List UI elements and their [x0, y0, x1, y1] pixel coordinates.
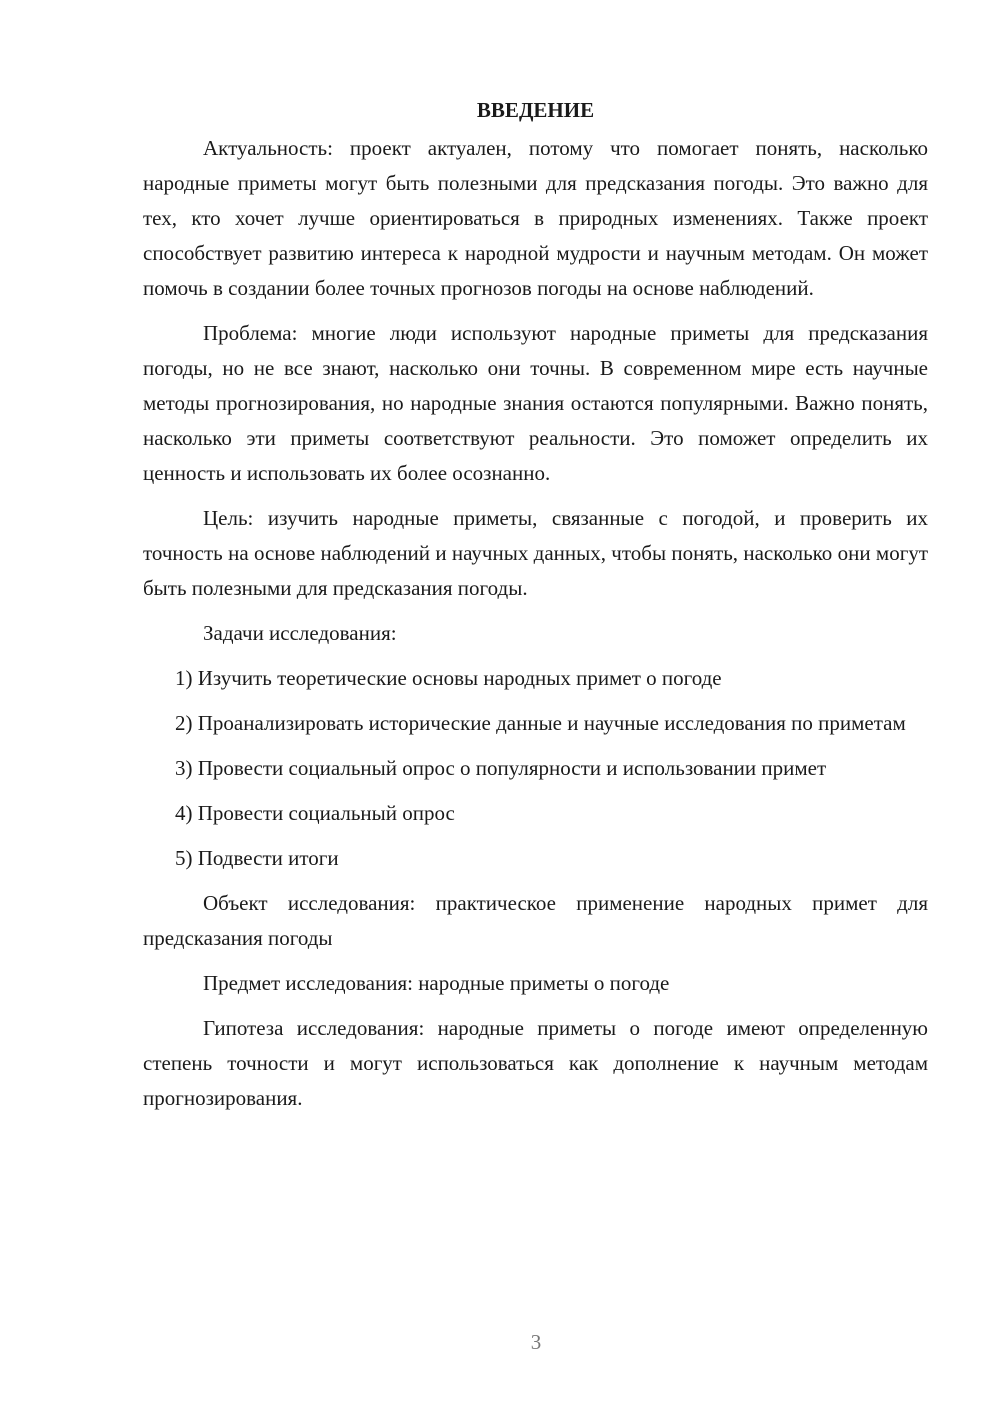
task-item: 2) Проанализировать исторические данные и научные исследования по приметам — [175, 711, 906, 735]
task-item: 1) Изучить теоретические основы народных примет о погоде — [175, 666, 722, 690]
tasks-heading: Задачи исследования: — [203, 621, 397, 645]
relevance-paragraph: Актуальность: проект актуален, потому что помогает понять, насколько народные приметы могут быть полезными для предсказания погоды. Это важно для тех, кто хочет лучше ориентироваться в природных изменениях. Также проект способствует развитию интереса к народной мудрости и научным методам. Он может помочь в создании более точных прогнозов погоды на основе наблюдений. — [143, 136, 928, 300]
hypothesis-paragraph: Гипотеза исследования: народные приметы о погоде имеют определенную степень точности и могут использоваться как дополнение к научным методам прогнозирования. — [143, 1016, 928, 1110]
problem-paragraph: Проблема: многие люди используют народные приметы для предсказания погоды, но не все знают, насколько они точны. В современном мире есть научные методы прогнозирования, но народные знания остаются популярными. Важно понять, насколько эти приметы соответствуют реальности. Это поможет определить их ценность и использовать их более осознанно. — [143, 321, 928, 485]
goal-paragraph: Цель: изучить народные приметы, связанные с погодой, и проверить их точность на основе наблюдений и научных данных, чтобы понять, насколько они могут быть полезными для предсказания погоды. — [143, 506, 928, 600]
section-title: ВВЕДЕНИЕ — [476, 98, 595, 122]
page-content — [143, 93, 928, 1116]
task-item: 5) Подвести итоги — [175, 846, 339, 870]
task-item: 3) Провести социальный опрос о популярности и использовании примет — [175, 756, 827, 780]
object-paragraph: Объект исследования: практическое применение народных примет для предсказания погоды — [143, 891, 928, 950]
page-number: 3 — [530, 1330, 542, 1354]
task-item: 4) Провести социальный опрос — [175, 801, 455, 825]
subject-paragraph: Предмет исследования: народные приметы о погоде — [203, 971, 670, 995]
